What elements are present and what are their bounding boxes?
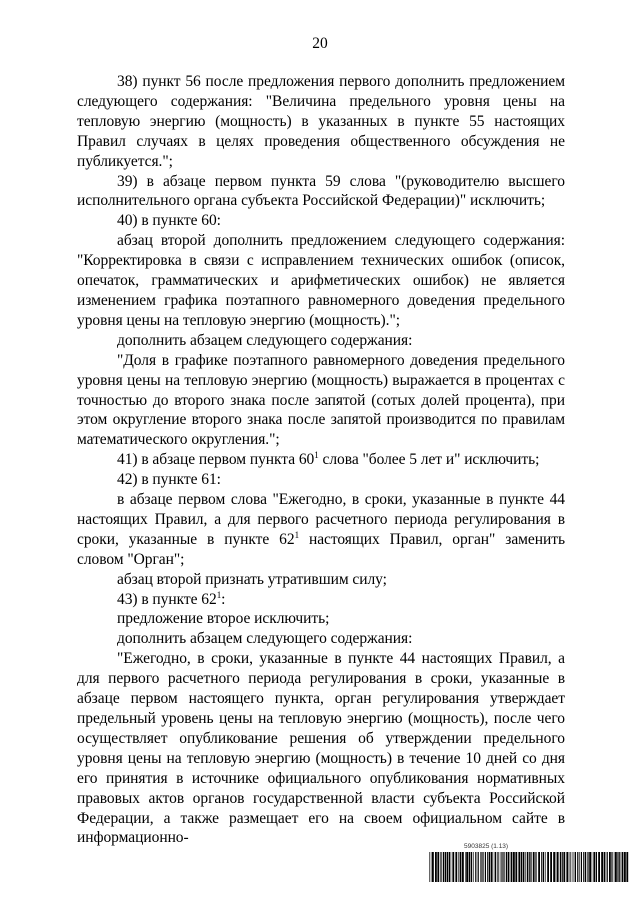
barcode-bar <box>473 852 474 882</box>
barcode-bar <box>502 852 503 882</box>
barcode-bar <box>515 852 517 882</box>
paragraph <box>77 72 565 172</box>
paragraph-text: 40) в пункте 60: <box>117 212 221 230</box>
paragraph-text: "Ежегодно, в сроки, указанные в пункте 44 настоящих Правил, а для первого расчетного периода регулирования в сроки, указанные в абзаце первом настоящего пункта, орган регулирования утверждает предельный уровень цены на тепловую энергию (мощность), после чего осуществляет опубликование решения об утверждении предельного уровня цены на тепловую энергию (мощность) в течение 10 дней со дня его принятия в источнике официального опубликования нормативных правовых актов органов государственной власти субъекта Российской Федерации, а также размещает его на своем официальном сайте в информационно- <box>77 650 565 847</box>
barcode-bar <box>607 852 608 882</box>
barcode-bar <box>577 852 578 882</box>
barcode-bar <box>455 852 457 882</box>
barcode-bar <box>550 852 552 882</box>
barcode-bar <box>543 852 544 882</box>
barcode-bar <box>500 852 501 882</box>
barcode-bar <box>508 852 510 882</box>
barcode-bar <box>435 852 437 882</box>
barcode-bar <box>445 852 447 882</box>
paragraph <box>77 351 565 451</box>
barcode-bar <box>563 852 565 882</box>
barcode-bar <box>527 852 528 882</box>
paragraph <box>77 470 565 490</box>
paragraph-text: : <box>221 590 226 608</box>
barcode-bar <box>562 852 563 882</box>
barcode-bar <box>601 852 603 882</box>
barcode-bar <box>494 852 495 882</box>
paragraph-text: в абзаце первом слова "Ежегодно, в сроки, указанные в пункте 44 настоящих Правил, а для первого расчетного периода регулирования в сроки, указанные в пункте 62 <box>77 491 565 548</box>
barcode <box>429 852 629 882</box>
barcode-bar <box>560 852 561 882</box>
paragraph <box>77 629 565 649</box>
barcode-bar <box>487 852 488 882</box>
barcode-bar <box>592 852 593 882</box>
paragraph <box>77 570 565 590</box>
barcode-bar <box>482 852 483 882</box>
barcode-bar <box>451 852 452 882</box>
barcode-bar <box>525 852 526 882</box>
barcode-bar <box>575 852 576 882</box>
barcode-bar <box>489 852 490 882</box>
barcode-bar <box>547 852 549 882</box>
barcode-bar <box>497 852 498 882</box>
paragraph <box>77 450 565 470</box>
barcode-bar <box>495 852 496 882</box>
paragraph-text: дополнить абзацем следующего содержания: <box>117 630 413 648</box>
barcode-bar <box>478 852 479 882</box>
barcode-bar <box>614 852 615 882</box>
barcode-bar <box>530 852 531 882</box>
barcode-bar <box>452 852 454 882</box>
barcode-bar <box>566 852 568 882</box>
barcode-bar <box>481 852 482 882</box>
barcode-bar <box>521 852 522 882</box>
superscript-index: 1 <box>294 529 300 540</box>
barcode-bar <box>503 852 504 882</box>
document-body <box>77 72 565 848</box>
barcode-bar <box>609 852 611 882</box>
barcode-bar <box>541 852 542 882</box>
barcode-bar <box>440 852 441 882</box>
barcode-bar <box>615 852 617 882</box>
paragraph-text: абзац второй признать утратившим силу; <box>117 570 387 588</box>
barcode-bar <box>596 852 597 882</box>
barcode-bar <box>624 852 626 882</box>
barcode-bar <box>622 852 624 882</box>
barcode-bar <box>536 852 537 882</box>
paragraph-text: настоящих Правил, орган" заменить словом "Орган"; <box>77 530 565 568</box>
paragraph-text: дополнить абзацем следующего содержания: <box>117 331 413 349</box>
paragraph-text: 38) пункт 56 после предложения первого дополнить предложением следующего содержания: "Величина предельного уровня цены на тепловую энергию (мощность) в указанных в пункте 55 настоящих Правил случаях в целях проведения общественного обсуждения не публикуется."; <box>77 73 565 170</box>
barcode-bar <box>511 852 513 882</box>
barcode-bar <box>598 852 600 882</box>
barcode-bar <box>460 852 462 882</box>
paragraph-text: "Доля в графике поэтапного равномерного доведения предельного уровня цены на тепловую энергию (мощность) выражается в процентах с точностью до второго знака после запятой (сотых долей процента), при этом округление второго знака после запятой производится по правилам математического округления."; <box>77 351 565 449</box>
barcode-bar <box>570 852 571 882</box>
barcode-bar <box>585 852 586 882</box>
barcode-bar <box>466 852 468 882</box>
barcode-bar <box>523 852 525 882</box>
barcode-bar <box>589 852 591 882</box>
barcode-bar <box>443 852 444 882</box>
paragraph-text: 39) в абзаце первом пункта 59 слова "(руководителю высшего исполнительного органа субъекта Российской Федерации)" исключить; <box>77 172 565 210</box>
barcode-bar <box>469 852 471 882</box>
superscript-index: 1 <box>216 589 222 600</box>
barcode-bar <box>518 852 520 882</box>
barcode-bar <box>611 852 612 882</box>
paragraph <box>77 211 565 231</box>
barcode-bar <box>604 852 606 882</box>
barcode-bar <box>458 852 459 882</box>
barcode-bar <box>535 852 536 882</box>
barcode-bar <box>475 852 476 882</box>
barcode-bar <box>619 852 620 882</box>
barcode-bar <box>587 852 588 882</box>
barcode-bar <box>462 852 464 882</box>
barcode-bar <box>569 852 570 882</box>
paragraph-text: слова "более 5 лет и" исключить; <box>318 451 540 469</box>
barcode-bar <box>449 852 450 882</box>
barcode-bar <box>437 852 439 882</box>
paragraph <box>77 609 565 629</box>
barcode-bar <box>480 852 481 882</box>
barcode-bar <box>553 852 555 882</box>
barcode-bar <box>447 852 448 882</box>
paragraph <box>77 649 565 848</box>
paragraph <box>77 590 565 610</box>
barcode-bar <box>529 852 530 882</box>
barcode-bar <box>485 852 486 882</box>
barcode-bar <box>545 852 546 882</box>
paragraph-text: предложение второе исключить; <box>117 610 330 628</box>
barcode-bar <box>429 852 430 882</box>
paragraph-text: 41) в абзаце первом пункта 60 <box>117 451 315 469</box>
barcode-bar <box>572 852 573 882</box>
paragraph-text: 43) в пункте 62 <box>117 590 217 608</box>
barcode-bar <box>581 852 582 882</box>
barcode-bar <box>556 852 557 882</box>
barcode-bar <box>583 852 584 882</box>
barcode-bar <box>574 852 575 882</box>
superscript-index: 1 <box>314 450 319 461</box>
barcode-bar <box>617 852 618 882</box>
barcode-bar <box>579 852 580 882</box>
paragraph <box>77 172 565 212</box>
paragraph <box>77 231 565 331</box>
stamp-code: 5903825 (1.13) <box>464 843 509 850</box>
barcode-bar <box>506 852 507 882</box>
paragraph-text: 42) в пункте 61: <box>117 471 221 489</box>
page-number: 20 <box>312 35 328 52</box>
barcode-bar <box>471 852 472 882</box>
barcode-bar <box>491 852 493 882</box>
barcode-bar <box>538 852 540 882</box>
barcode-bar <box>533 852 535 882</box>
paragraph-text: абзац второй дополнить предложением следующего содержания: "Корректировка в связи с исправлением технических ошибок (описок, опечаток, грамматических и арифметических ошибок) не является изменением графика поэтапного равномерного доведения предельного уровня цены на тепловую энергию (мощность)."; <box>77 232 565 329</box>
barcode-bar <box>431 852 432 882</box>
barcode-bar <box>465 852 466 882</box>
paragraph <box>77 331 565 351</box>
barcode-bar <box>513 852 515 882</box>
barcode-bar <box>432 852 434 882</box>
barcode-bar <box>626 852 628 882</box>
paragraph <box>77 490 565 570</box>
barcode-bar <box>557 852 559 882</box>
barcode-bar <box>593 852 595 882</box>
barcode-bar <box>501 852 502 882</box>
